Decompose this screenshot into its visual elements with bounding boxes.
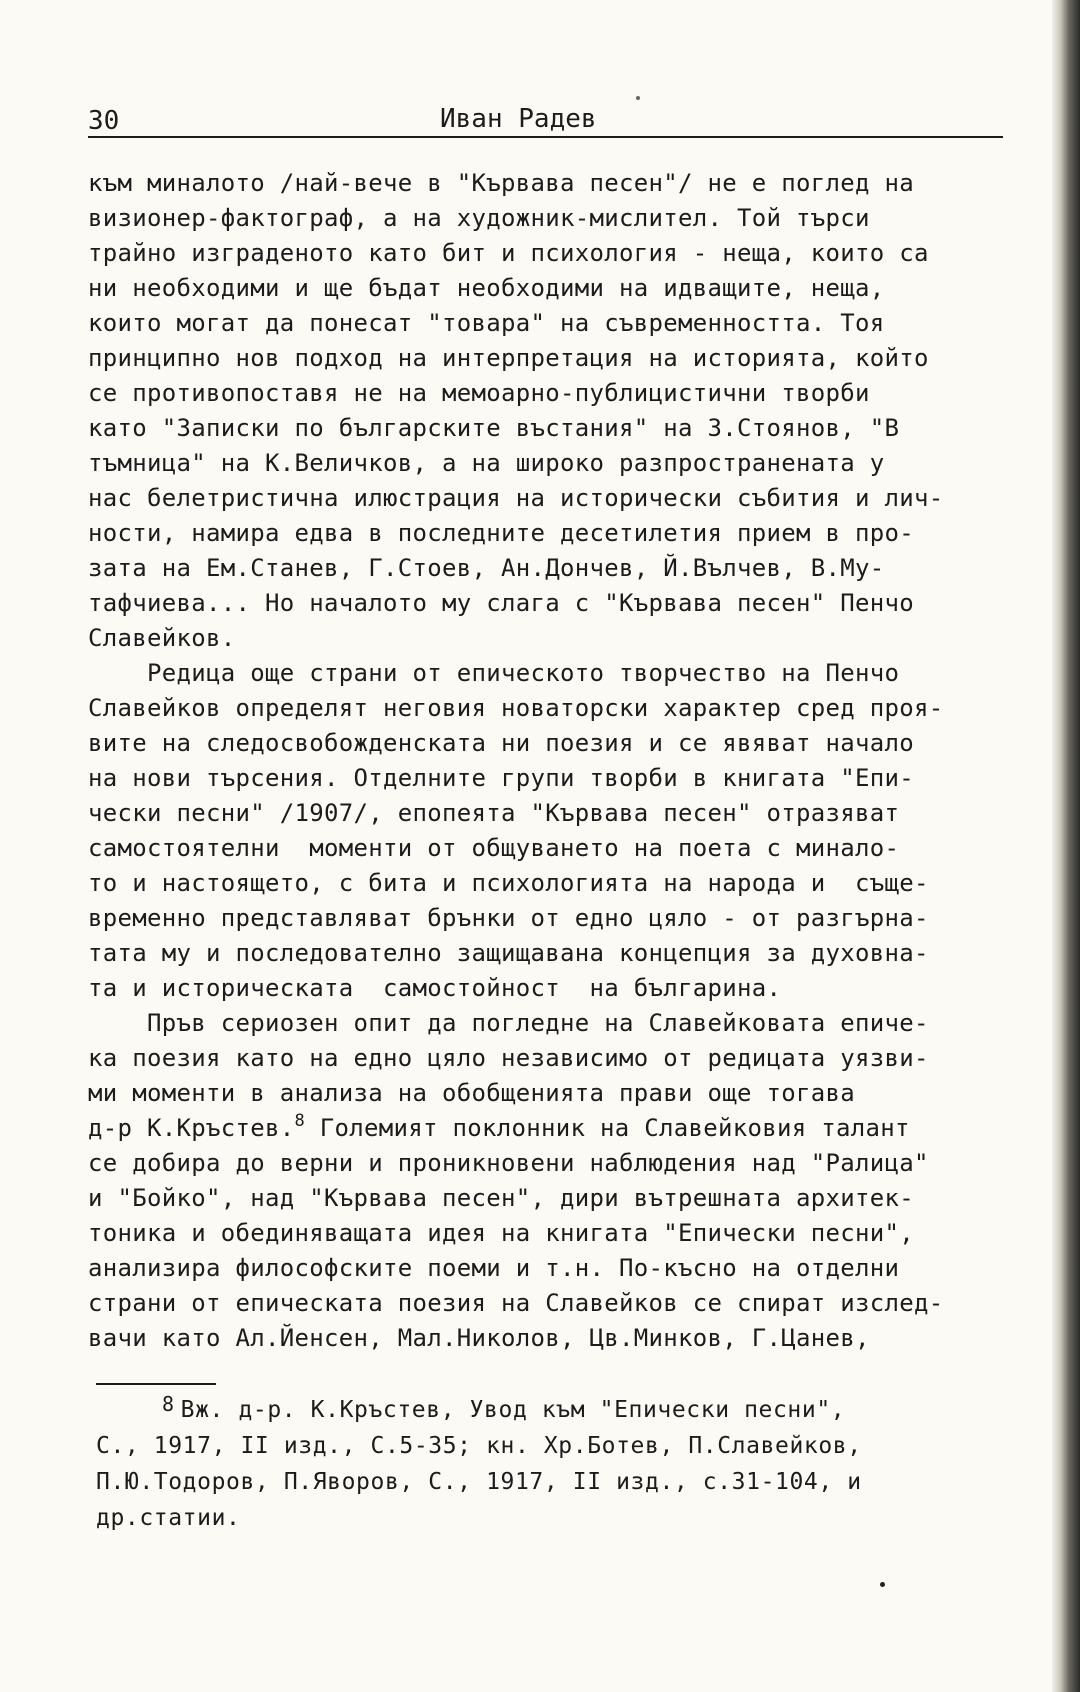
main-text <box>88 166 1020 1356</box>
footnote-separator <box>96 1383 216 1385</box>
text-line: вачи като Ал.Йенсен, Мал.Николов, Цв.Минков, Г.Цанев, <box>88 1324 870 1352</box>
page-number: 30 <box>88 106 120 136</box>
text-line: анализира философските поеми и т.н. По-късно на отделни <box>88 1254 900 1282</box>
text-line: чески песни" /1907/, епопеята "Кървава песен" отразяват <box>88 799 900 827</box>
footnote-line <box>96 1392 1016 1428</box>
text-line: тата му и последователно защищавана концепция за духовна- <box>88 939 929 967</box>
page-header <box>88 100 1008 140</box>
text-line: та и историческата самостойност на българина. <box>88 974 782 1002</box>
paper-speck <box>636 96 640 100</box>
text-line: които могат да понесат "товара" на съвременността. Тоя <box>88 309 885 337</box>
footnote-reference[interactable]: 8 <box>294 1111 306 1131</box>
text-line: ни необходими и ще бъдат необходими на идващите, неща, <box>88 274 885 302</box>
text-line: и "Бойко", над "Кървава песен", дири вътрешната архитек- <box>88 1184 914 1212</box>
text-line: принципно нов подход на интерпретация на историята, който <box>88 344 929 372</box>
text-line: вите на следосвобожденската ни поезия и се явяват начало <box>88 729 914 757</box>
text-line-with-footnote <box>88 1111 1020 1146</box>
text-line: Пръв сериозен опит да погледне на Славейковата епиче- <box>88 1009 929 1037</box>
text-line: се добира до верни и проникновени наблюдения над "Ралица" <box>88 1149 929 1177</box>
text-line: временно представляват брънки от едно цяло - от разгърна- <box>88 904 929 932</box>
text-line: ка поезия като на едно цяло независимо от редицата уязви- <box>88 1044 929 1072</box>
text-line: Славейков определят неговия новаторски характер сред проя- <box>88 694 944 722</box>
text-line: се противопоставя не на мемоарно-публицистични творби <box>88 379 870 407</box>
text-line: самостоятелни моменти от общуването на поета с минало- <box>88 834 900 862</box>
text-line: страни от епическата поезия на Славейков се спират изслед- <box>88 1289 944 1317</box>
footnote-line: П.Ю.Тодоров, П.Яворов, С., 1917, II изд., с.31-104, и <box>96 1469 862 1495</box>
text-line: ми моменти в анализа на обобщенията прави още тогава <box>88 1079 855 1107</box>
text-line: тафчиева... Но началото му слага с "Кървава песен" Пенчо <box>88 589 914 617</box>
text-line: зата на Ем.Станев, Г.Стоев, Ан.Дончев, Й.Вълчев, В.Му- <box>88 554 885 582</box>
header-rule <box>88 136 1003 138</box>
footnote-line: С., 1917, II изд., С.5-35; кн. Хр.Ботев, П.Славейков, <box>96 1433 862 1459</box>
text-line: визионер-фактограф, а на художник-мислител. Той търси <box>88 204 870 232</box>
text-line: то и настоящето, с бита и психологията на народа и съще- <box>88 869 929 897</box>
text-line: на нови търсения. Отделните групи творби в книгата "Епи- <box>88 764 914 792</box>
footnote-marker: 8 <box>162 1392 175 1416</box>
page-edge-shadow <box>1052 0 1080 1692</box>
text-line: Редица още страни от епическото творчество на Пенчо <box>88 659 900 687</box>
text-line: тъмница" на К.Величков, а на широко разпространената у <box>88 449 885 477</box>
footnote <box>96 1392 1016 1536</box>
text-line: нас белетристична илюстрация на исторически събития и лич- <box>88 484 944 512</box>
text-line-tail: Големият поклонник на Славейковия талант <box>305 1114 910 1142</box>
text-line: ности, намира едва в последните десетилетия прием в про- <box>88 519 914 547</box>
footnote-text: Вж. д-р. К.Кръстев, Увод към "Епически песни", <box>180 1397 846 1423</box>
footnote-line: др.статии. <box>96 1505 241 1531</box>
text-line: към миналото /най-вече в "Кървава песен"/ не е поглед на <box>88 169 914 197</box>
text-line: трайно изграденото като бит и психология - неща, които са <box>88 239 929 267</box>
text-line: Славейков. <box>88 624 236 652</box>
text-line: тоника и обединяващата идея на книгата "Епически песни", <box>88 1219 914 1247</box>
running-head-author: Иван Радев <box>440 104 597 134</box>
text-line: като "Записки по българските въстания" на З.Стоянов, "В <box>88 414 900 442</box>
text-line-start: д-р К.Кръстев. <box>88 1114 295 1142</box>
paper-speck <box>880 1582 885 1587</box>
